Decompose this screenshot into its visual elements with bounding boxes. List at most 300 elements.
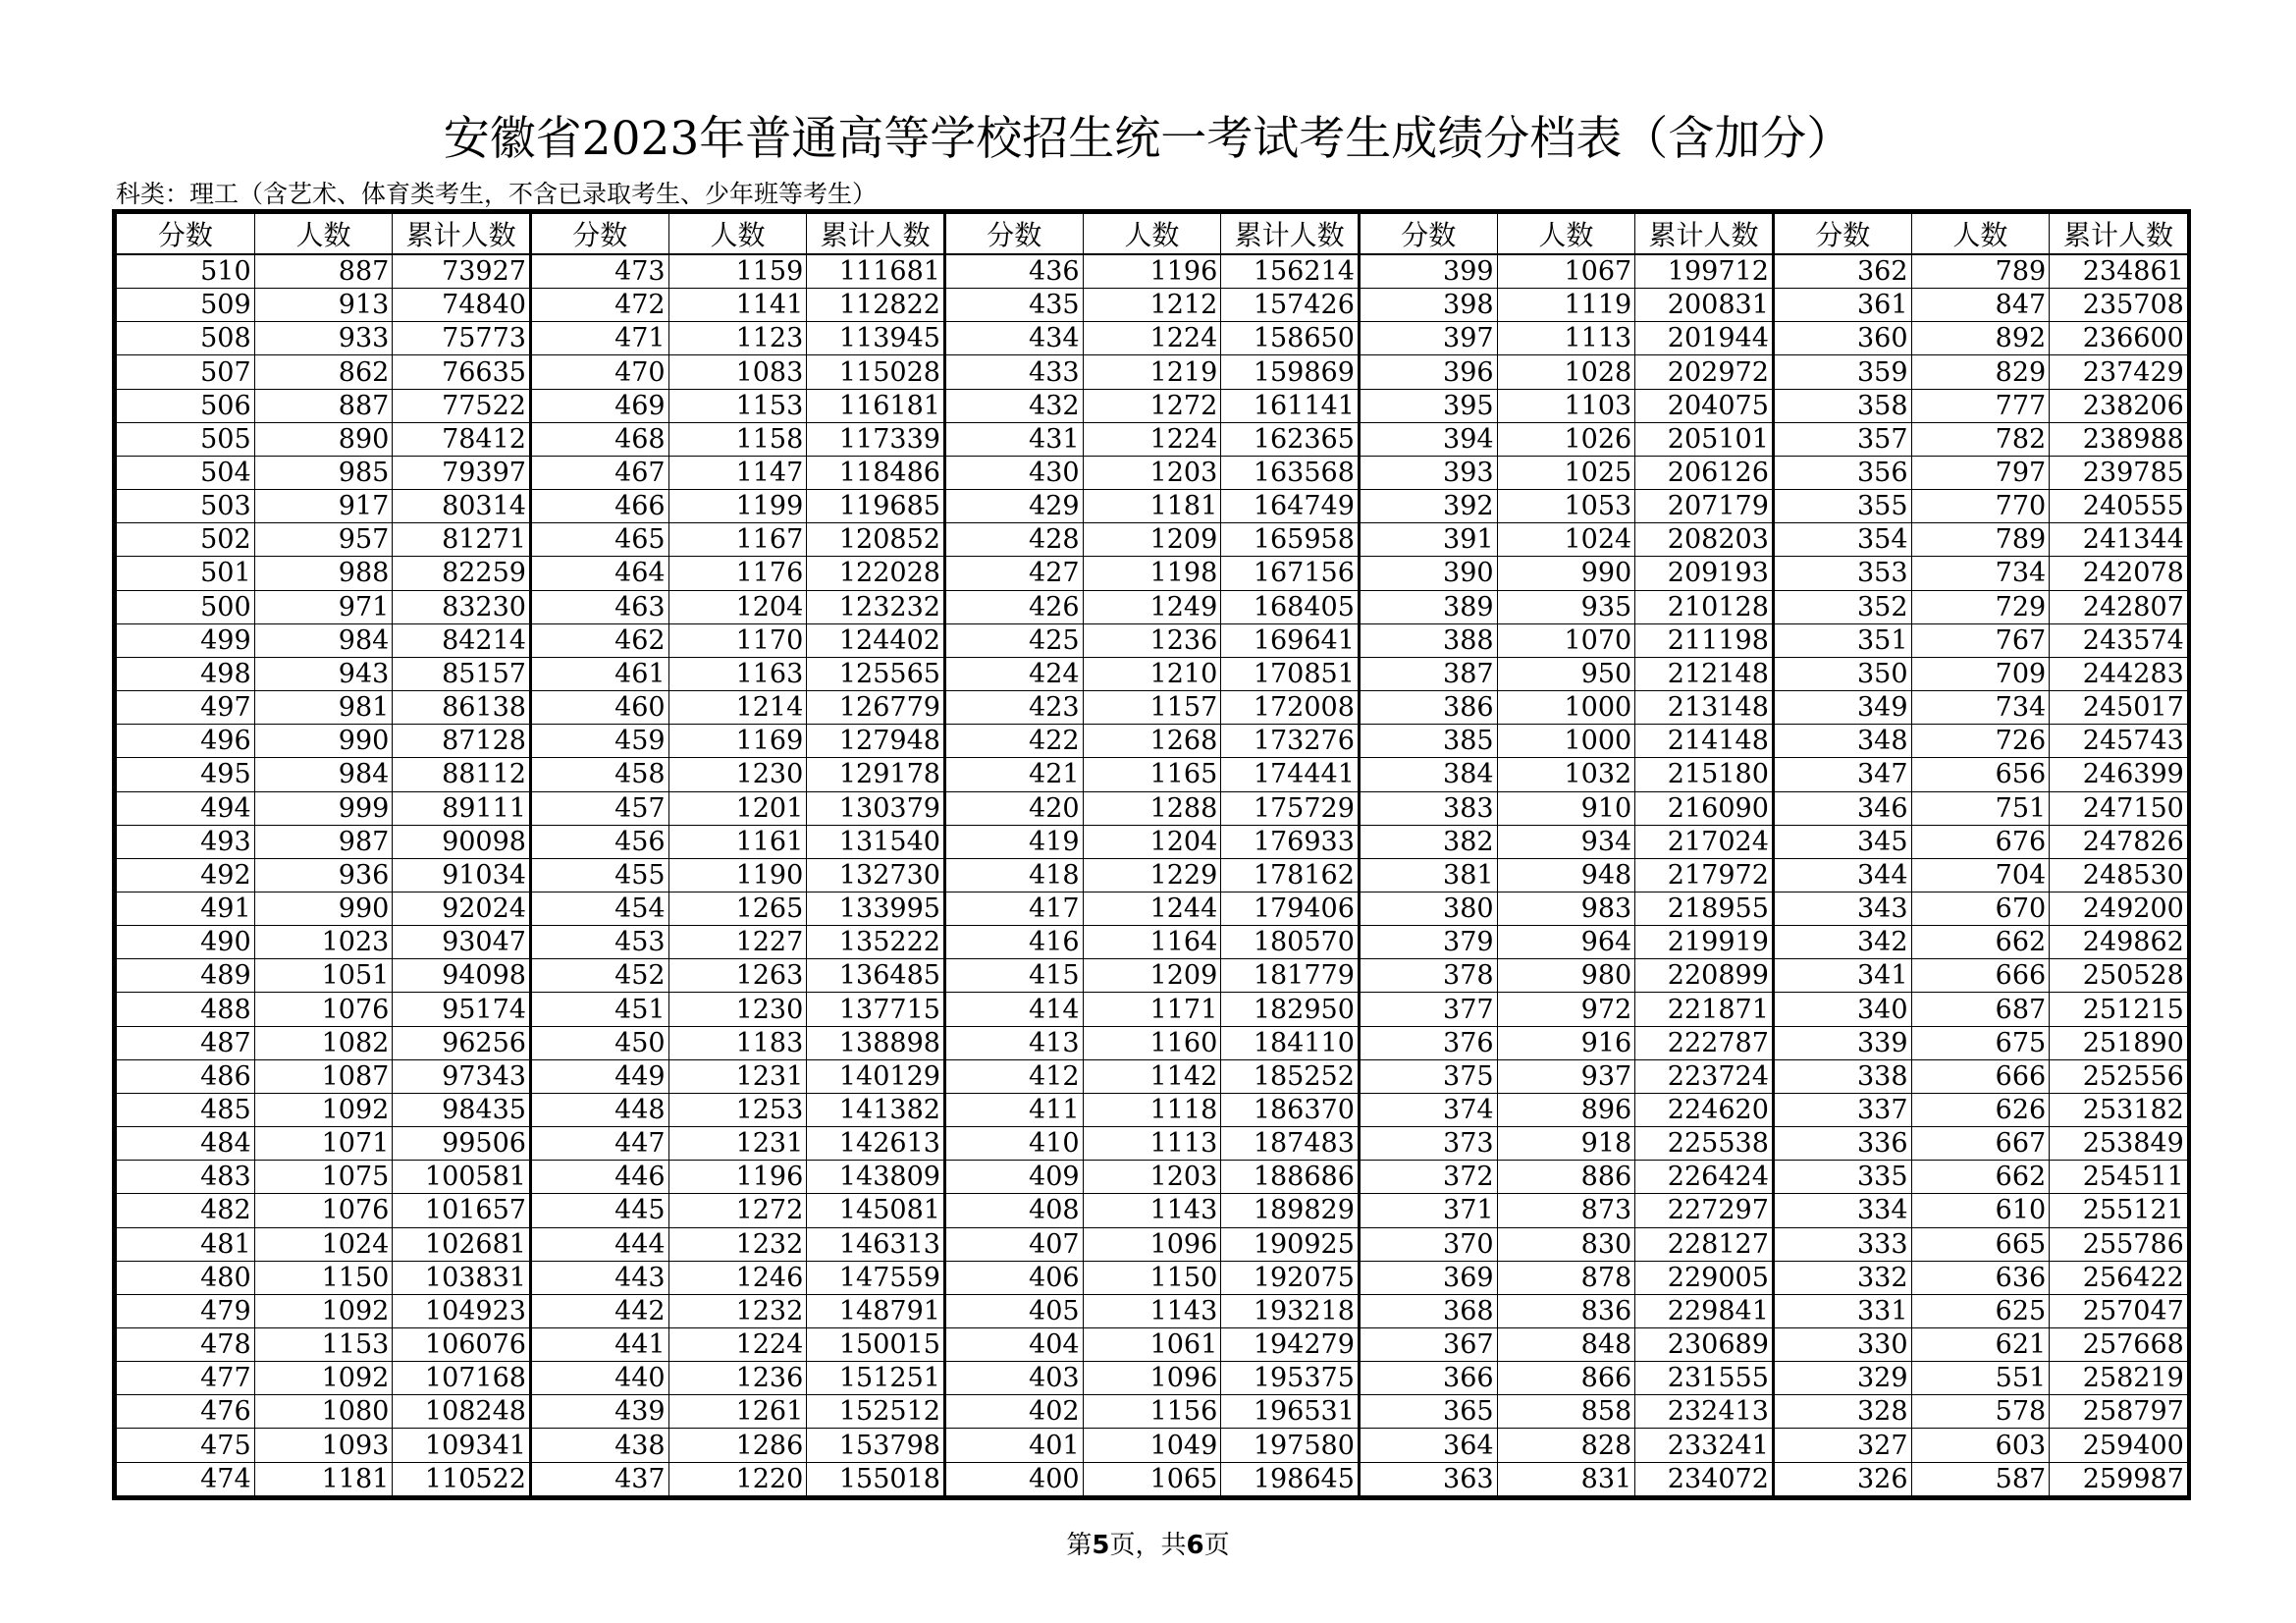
cell-cumulative: 141382 — [807, 1093, 945, 1126]
header-cumulative: 累计人数 — [2050, 214, 2188, 255]
cell-score: 464 — [530, 557, 668, 590]
cell-cumulative: 167156 — [1221, 557, 1360, 590]
table-row — [117, 254, 2188, 289]
table-row — [117, 1194, 2188, 1227]
cell-count: 1209 — [1083, 523, 1221, 557]
cell-cumulative: 165958 — [1221, 523, 1360, 557]
cell-score: 380 — [1359, 892, 1497, 925]
cell-cumulative: 210128 — [1635, 590, 1774, 623]
cell-score: 482 — [117, 1194, 255, 1227]
cell-cumulative: 259987 — [2050, 1462, 2188, 1495]
cell-cumulative: 156214 — [1221, 254, 1360, 289]
cell-score: 462 — [530, 623, 668, 657]
cell-cumulative: 205101 — [1635, 422, 1774, 456]
header-score: 分数 — [944, 214, 1083, 255]
cell-count: 665 — [1911, 1227, 2050, 1261]
cell-score: 409 — [944, 1161, 1083, 1194]
cell-count: 1171 — [1083, 993, 1221, 1026]
cell-count: 1096 — [1083, 1362, 1221, 1395]
cell-score: 493 — [117, 825, 255, 858]
cell-count: 1159 — [668, 254, 807, 289]
cell-count: 666 — [1911, 1059, 2050, 1093]
cell-count: 990 — [1497, 557, 1635, 590]
cell-count: 1204 — [668, 590, 807, 623]
cell-count: 1231 — [668, 1127, 807, 1161]
cell-score: 373 — [1359, 1127, 1497, 1161]
cell-count: 626 — [1911, 1093, 2050, 1126]
cell-cumulative: 185252 — [1221, 1059, 1360, 1093]
cell-count: 625 — [1911, 1294, 2050, 1327]
cell-score: 501 — [117, 557, 255, 590]
cell-cumulative: 124402 — [807, 623, 945, 657]
cell-cumulative: 145081 — [807, 1194, 945, 1227]
cell-count: 984 — [254, 623, 393, 657]
header-score: 分数 — [1773, 214, 1911, 255]
cell-score: 477 — [117, 1362, 255, 1395]
cell-score: 346 — [1773, 791, 1911, 825]
cell-count: 896 — [1497, 1093, 1635, 1126]
cell-score: 497 — [117, 691, 255, 725]
cell-score: 444 — [530, 1227, 668, 1261]
cell-score: 376 — [1359, 1026, 1497, 1059]
cell-count: 1092 — [254, 1093, 393, 1126]
cell-cumulative: 140129 — [807, 1059, 945, 1093]
cell-cumulative: 111681 — [807, 254, 945, 289]
cell-count: 1183 — [668, 1026, 807, 1059]
cell-count: 916 — [1497, 1026, 1635, 1059]
cell-count: 936 — [254, 858, 393, 892]
cell-count: 848 — [1497, 1328, 1635, 1362]
cell-count: 1147 — [668, 456, 807, 489]
cell-cumulative: 127948 — [807, 725, 945, 758]
header-count: 人数 — [1083, 214, 1221, 255]
cell-count: 1286 — [668, 1429, 807, 1462]
cell-score: 360 — [1773, 322, 1911, 355]
cell-count: 972 — [1497, 993, 1635, 1026]
cell-count: 1053 — [1497, 490, 1635, 523]
cell-score: 379 — [1359, 926, 1497, 959]
cell-cumulative: 221871 — [1635, 993, 1774, 1026]
cell-score: 491 — [117, 892, 255, 925]
cell-cumulative: 211198 — [1635, 623, 1774, 657]
cell-count: 1000 — [1497, 725, 1635, 758]
cell-cumulative: 181779 — [1221, 959, 1360, 993]
cell-cumulative: 146313 — [807, 1227, 945, 1261]
cell-cumulative: 255786 — [2050, 1227, 2188, 1261]
cell-cumulative: 236600 — [2050, 322, 2188, 355]
cell-cumulative: 164749 — [1221, 490, 1360, 523]
cell-cumulative: 187483 — [1221, 1127, 1360, 1161]
cell-cumulative: 147559 — [807, 1261, 945, 1294]
cell-count: 964 — [1497, 926, 1635, 959]
cell-cumulative: 85157 — [393, 657, 531, 690]
cell-cumulative: 188686 — [1221, 1161, 1360, 1194]
cell-cumulative: 233241 — [1635, 1429, 1774, 1462]
cell-count: 734 — [1911, 691, 2050, 725]
cell-count: 892 — [1911, 322, 2050, 355]
cell-score: 445 — [530, 1194, 668, 1227]
cell-score: 412 — [944, 1059, 1083, 1093]
header-cumulative: 累计人数 — [393, 214, 531, 255]
table-row — [117, 691, 2188, 725]
cell-count: 1049 — [1083, 1429, 1221, 1462]
cell-count: 1190 — [668, 858, 807, 892]
cell-count: 836 — [1497, 1294, 1635, 1327]
cell-score: 417 — [944, 892, 1083, 925]
cell-count: 1261 — [668, 1395, 807, 1429]
cell-score: 364 — [1359, 1429, 1497, 1462]
cell-count: 1071 — [254, 1127, 393, 1161]
cell-cumulative: 244283 — [2050, 657, 2188, 690]
cell-cumulative: 77522 — [393, 389, 531, 422]
cell-cumulative: 229005 — [1635, 1261, 1774, 1294]
cell-score: 329 — [1773, 1362, 1911, 1395]
cell-count: 729 — [1911, 590, 2050, 623]
cell-score: 383 — [1359, 791, 1497, 825]
cell-cumulative: 240555 — [2050, 490, 2188, 523]
cell-cumulative: 216090 — [1635, 791, 1774, 825]
cell-cumulative: 157426 — [1221, 289, 1360, 322]
cell-cumulative: 190925 — [1221, 1227, 1360, 1261]
cell-cumulative: 168405 — [1221, 590, 1360, 623]
cell-cumulative: 130379 — [807, 791, 945, 825]
cell-score: 349 — [1773, 691, 1911, 725]
cell-count: 862 — [254, 355, 393, 389]
cell-cumulative: 213148 — [1635, 691, 1774, 725]
cell-count: 1265 — [668, 892, 807, 925]
cell-count: 734 — [1911, 557, 2050, 590]
cell-score: 416 — [944, 926, 1083, 959]
cell-score: 356 — [1773, 456, 1911, 489]
cell-score: 419 — [944, 825, 1083, 858]
cell-cumulative: 199712 — [1635, 254, 1774, 289]
cell-cumulative: 226424 — [1635, 1161, 1774, 1194]
cell-cumulative: 125565 — [807, 657, 945, 690]
table-row — [117, 289, 2188, 322]
cell-count: 1181 — [254, 1462, 393, 1495]
cell-score: 500 — [117, 590, 255, 623]
cell-count: 910 — [1497, 791, 1635, 825]
cell-cumulative: 137715 — [807, 993, 945, 1026]
cell-count: 1167 — [668, 523, 807, 557]
cell-count: 1028 — [1497, 355, 1635, 389]
cell-cumulative: 212148 — [1635, 657, 1774, 690]
cell-score: 461 — [530, 657, 668, 690]
cell-count: 866 — [1497, 1362, 1635, 1395]
table-row — [117, 1328, 2188, 1362]
cell-cumulative: 113945 — [807, 322, 945, 355]
cell-count: 1096 — [1083, 1227, 1221, 1261]
cell-count: 878 — [1497, 1261, 1635, 1294]
cell-count: 1209 — [1083, 959, 1221, 993]
table-header-row — [117, 214, 2188, 255]
cell-count: 1219 — [1083, 355, 1221, 389]
cell-score: 428 — [944, 523, 1083, 557]
cell-score: 503 — [117, 490, 255, 523]
cell-count: 887 — [254, 254, 393, 289]
cell-count: 1161 — [668, 825, 807, 858]
table-row — [117, 1093, 2188, 1126]
cell-count: 1032 — [1497, 758, 1635, 791]
cell-count: 918 — [1497, 1127, 1635, 1161]
cell-score: 402 — [944, 1395, 1083, 1429]
cell-score: 397 — [1359, 322, 1497, 355]
cell-count: 981 — [254, 691, 393, 725]
cell-score: 423 — [944, 691, 1083, 725]
cell-score: 475 — [117, 1429, 255, 1462]
cell-count: 770 — [1911, 490, 2050, 523]
cell-cumulative: 89111 — [393, 791, 531, 825]
cell-score: 474 — [117, 1462, 255, 1495]
cell-cumulative: 97343 — [393, 1059, 531, 1093]
cell-score: 354 — [1773, 523, 1911, 557]
cell-cumulative: 131540 — [807, 825, 945, 858]
cell-cumulative: 116181 — [807, 389, 945, 422]
cell-cumulative: 250528 — [2050, 959, 2188, 993]
cell-cumulative: 151251 — [807, 1362, 945, 1395]
cell-score: 479 — [117, 1294, 255, 1327]
cell-score: 459 — [530, 725, 668, 758]
cell-cumulative: 159869 — [1221, 355, 1360, 389]
cell-score: 388 — [1359, 623, 1497, 657]
cell-score: 452 — [530, 959, 668, 993]
cell-score: 382 — [1359, 825, 1497, 858]
cell-count: 797 — [1911, 456, 2050, 489]
cell-score: 425 — [944, 623, 1083, 657]
cell-cumulative: 123232 — [807, 590, 945, 623]
cell-score: 369 — [1359, 1261, 1497, 1294]
cell-score: 502 — [117, 523, 255, 557]
cell-score: 486 — [117, 1059, 255, 1093]
cell-cumulative: 230689 — [1635, 1328, 1774, 1362]
cell-cumulative: 112822 — [807, 289, 945, 322]
table-row — [117, 758, 2188, 791]
header-count: 人数 — [1497, 214, 1635, 255]
cell-cumulative: 193218 — [1221, 1294, 1360, 1327]
table-row — [117, 322, 2188, 355]
cell-cumulative: 86138 — [393, 691, 531, 725]
cell-score: 450 — [530, 1026, 668, 1059]
cell-cumulative: 178162 — [1221, 858, 1360, 892]
cell-cumulative: 135222 — [807, 926, 945, 959]
cell-score: 348 — [1773, 725, 1911, 758]
cell-score: 344 — [1773, 858, 1911, 892]
cell-score: 362 — [1773, 254, 1911, 289]
cell-count: 1170 — [668, 623, 807, 657]
cell-score: 343 — [1773, 892, 1911, 925]
cell-count: 983 — [1497, 892, 1635, 925]
cell-cumulative: 219919 — [1635, 926, 1774, 959]
header-score: 分数 — [117, 214, 255, 255]
cell-count: 950 — [1497, 657, 1635, 690]
cell-count: 777 — [1911, 389, 2050, 422]
cell-cumulative: 243574 — [2050, 623, 2188, 657]
cell-cumulative: 228127 — [1635, 1227, 1774, 1261]
cell-score: 431 — [944, 422, 1083, 456]
cell-cumulative: 180570 — [1221, 926, 1360, 959]
cell-count: 935 — [1497, 590, 1635, 623]
cell-score: 473 — [530, 254, 668, 289]
header-cumulative: 累计人数 — [807, 214, 945, 255]
cell-cumulative: 197580 — [1221, 1429, 1360, 1462]
cell-count: 1232 — [668, 1294, 807, 1327]
cell-count: 1051 — [254, 959, 393, 993]
cell-cumulative: 207179 — [1635, 490, 1774, 523]
cell-cumulative: 120852 — [807, 523, 945, 557]
cell-cumulative: 257668 — [2050, 1328, 2188, 1362]
cell-cumulative: 87128 — [393, 725, 531, 758]
score-table-frame — [112, 209, 2191, 1500]
cell-cumulative: 117339 — [807, 422, 945, 456]
cell-cumulative: 251215 — [2050, 993, 2188, 1026]
cell-score: 339 — [1773, 1026, 1911, 1059]
cell-count: 917 — [254, 490, 393, 523]
cell-count: 1229 — [1083, 858, 1221, 892]
cell-score: 410 — [944, 1127, 1083, 1161]
table-row — [117, 1026, 2188, 1059]
cell-score: 422 — [944, 725, 1083, 758]
cell-score: 437 — [530, 1462, 668, 1495]
cell-cumulative: 241344 — [2050, 523, 2188, 557]
cell-count: 831 — [1497, 1462, 1635, 1495]
cell-score: 395 — [1359, 389, 1497, 422]
cell-score: 427 — [944, 557, 1083, 590]
cell-count: 858 — [1497, 1395, 1635, 1429]
cell-cumulative: 162365 — [1221, 422, 1360, 456]
cell-score: 471 — [530, 322, 668, 355]
cell-score: 446 — [530, 1161, 668, 1194]
cell-count: 1103 — [1497, 389, 1635, 422]
cell-count: 1203 — [1083, 456, 1221, 489]
cell-score: 347 — [1773, 758, 1911, 791]
cell-cumulative: 253849 — [2050, 1127, 2188, 1161]
cell-score: 465 — [530, 523, 668, 557]
cell-score: 331 — [1773, 1294, 1911, 1327]
cell-count: 1024 — [254, 1227, 393, 1261]
cell-score: 495 — [117, 758, 255, 791]
cell-cumulative: 208203 — [1635, 523, 1774, 557]
cell-score: 405 — [944, 1294, 1083, 1327]
cell-score: 466 — [530, 490, 668, 523]
cell-score: 328 — [1773, 1395, 1911, 1429]
cell-count: 984 — [254, 758, 393, 791]
cell-score: 378 — [1359, 959, 1497, 993]
cell-cumulative: 189829 — [1221, 1194, 1360, 1227]
footer-page-number: 5 — [1092, 1531, 1110, 1560]
table-row — [117, 590, 2188, 623]
cell-cumulative: 259400 — [2050, 1429, 2188, 1462]
cell-score: 396 — [1359, 355, 1497, 389]
cell-score: 415 — [944, 959, 1083, 993]
cell-count: 670 — [1911, 892, 2050, 925]
table-row — [117, 1294, 2188, 1327]
cell-count: 1231 — [668, 1059, 807, 1093]
cell-score: 506 — [117, 389, 255, 422]
cell-count: 980 — [1497, 959, 1635, 993]
cell-cumulative: 153798 — [807, 1429, 945, 1462]
cell-score: 505 — [117, 422, 255, 456]
cell-count: 666 — [1911, 959, 2050, 993]
cell-count: 1198 — [1083, 557, 1221, 590]
cell-count: 1268 — [1083, 725, 1221, 758]
cell-cumulative: 93047 — [393, 926, 531, 959]
cell-count: 1113 — [1497, 322, 1635, 355]
cell-count: 1092 — [254, 1362, 393, 1395]
cell-count: 1176 — [668, 557, 807, 590]
cell-score: 401 — [944, 1429, 1083, 1462]
table-row — [117, 959, 2188, 993]
cell-score: 499 — [117, 623, 255, 657]
cell-score: 381 — [1359, 858, 1497, 892]
cell-score: 363 — [1359, 1462, 1497, 1495]
table-row — [117, 1059, 2188, 1093]
table-row — [117, 389, 2188, 422]
cell-count: 1024 — [1497, 523, 1635, 557]
cell-count: 1163 — [668, 657, 807, 690]
cell-cumulative: 100581 — [393, 1161, 531, 1194]
cell-count: 1143 — [1083, 1194, 1221, 1227]
cell-score: 454 — [530, 892, 668, 925]
cell-count: 890 — [254, 422, 393, 456]
cell-score: 485 — [117, 1093, 255, 1126]
cell-count: 1119 — [1497, 289, 1635, 322]
score-distribution-table — [116, 213, 2188, 1496]
cell-score: 342 — [1773, 926, 1911, 959]
cell-cumulative: 150015 — [807, 1328, 945, 1362]
cell-count: 1026 — [1497, 422, 1635, 456]
cell-count: 988 — [254, 557, 393, 590]
cell-count: 587 — [1911, 1462, 2050, 1495]
cell-cumulative: 258219 — [2050, 1362, 2188, 1395]
cell-count: 1087 — [254, 1059, 393, 1093]
cell-score: 490 — [117, 926, 255, 959]
cell-score: 334 — [1773, 1194, 1911, 1227]
cell-score: 332 — [1773, 1261, 1911, 1294]
cell-cumulative: 83230 — [393, 590, 531, 623]
cell-score: 468 — [530, 422, 668, 456]
table-row — [117, 1227, 2188, 1261]
cell-score: 460 — [530, 691, 668, 725]
cell-count: 726 — [1911, 725, 2050, 758]
cell-score: 375 — [1359, 1059, 1497, 1093]
cell-count: 985 — [254, 456, 393, 489]
cell-count: 676 — [1911, 825, 2050, 858]
cell-count: 1230 — [668, 758, 807, 791]
cell-score: 392 — [1359, 490, 1497, 523]
table-row — [117, 355, 2188, 389]
table-row — [117, 1127, 2188, 1161]
header-score: 分数 — [1359, 214, 1497, 255]
cell-score: 408 — [944, 1194, 1083, 1227]
cell-count: 656 — [1911, 758, 2050, 791]
cell-count: 1083 — [668, 355, 807, 389]
cell-cumulative: 215180 — [1635, 758, 1774, 791]
footer-suffix: 页 — [1203, 1531, 1230, 1560]
cell-cumulative: 148791 — [807, 1294, 945, 1327]
header-cumulative: 累计人数 — [1221, 214, 1360, 255]
cell-cumulative: 174441 — [1221, 758, 1360, 791]
cell-score: 394 — [1359, 422, 1497, 456]
cell-count: 1272 — [1083, 389, 1221, 422]
cell-score: 400 — [944, 1462, 1083, 1495]
cell-score: 390 — [1359, 557, 1497, 590]
cell-cumulative: 99506 — [393, 1127, 531, 1161]
cell-score: 406 — [944, 1261, 1083, 1294]
cell-count: 1224 — [668, 1328, 807, 1362]
cell-cumulative: 239785 — [2050, 456, 2188, 489]
cell-score: 470 — [530, 355, 668, 389]
cell-count: 1076 — [254, 993, 393, 1026]
